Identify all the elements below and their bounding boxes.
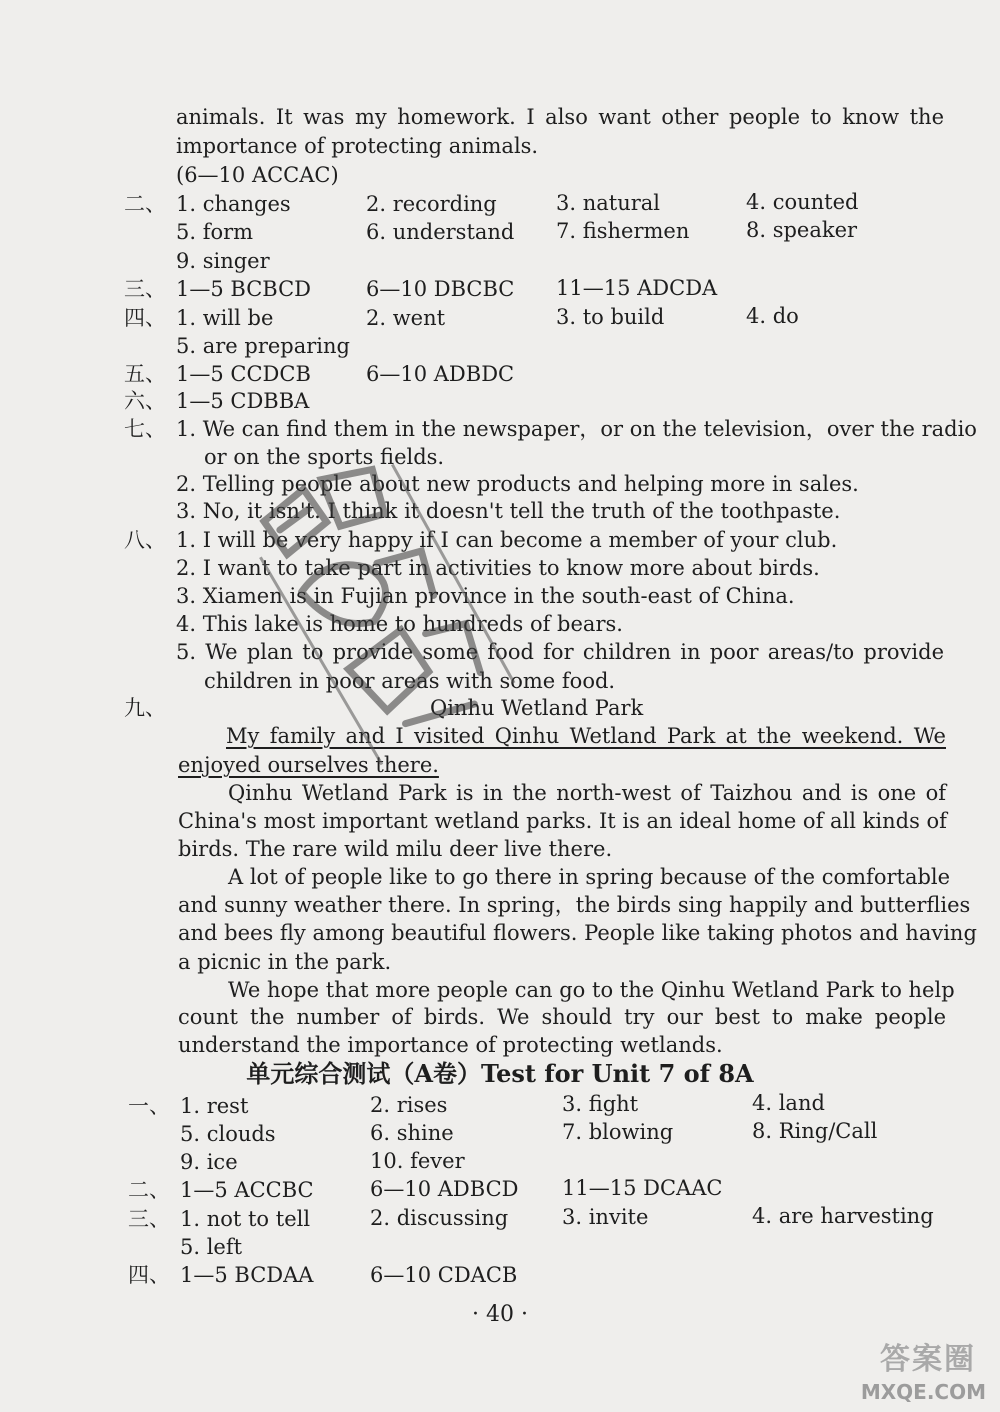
test-title: 单元综合测试（A卷）Test for Unit 7 of 8A bbox=[246, 1059, 754, 1088]
answer-item: 1—5 CDBBA bbox=[176, 389, 310, 413]
answer-item: 5. are preparing bbox=[176, 334, 350, 358]
answer-item: 6. shine bbox=[370, 1121, 454, 1145]
page-number: · 40 · bbox=[472, 1302, 528, 1327]
answer-item: 3. fight bbox=[562, 1092, 639, 1116]
section-label: 四、 bbox=[128, 1263, 170, 1287]
answer-item: 1—5 ACCBC bbox=[180, 1178, 314, 1202]
answer-item: 6—10 ADBCD bbox=[370, 1177, 519, 1201]
answer-item: 3. to build bbox=[556, 305, 665, 329]
essay-line: China's most important wetland parks. It is an ideal home of all kinds of bbox=[178, 809, 947, 833]
answer-item: 10. fever bbox=[370, 1149, 465, 1173]
section-label: 三、 bbox=[124, 277, 166, 301]
answer-item: 2. recording bbox=[366, 192, 497, 216]
essay-title: Qinhu Wetland Park bbox=[430, 696, 644, 720]
answer-item: 8. Ring/Call bbox=[752, 1119, 878, 1143]
section-label: 五、 bbox=[124, 362, 166, 386]
intro-line-3: (6—10 ACCAC) bbox=[176, 163, 339, 187]
section-label: 六、 bbox=[124, 389, 166, 413]
site-watermark bbox=[806, 1334, 986, 1404]
answer-item: 11—15 DCAAC bbox=[562, 1176, 723, 1200]
answer-item: 1. changes bbox=[176, 192, 291, 216]
essay-line: and sunny weather there. In spring，the birds sing happily and butterflies bbox=[178, 893, 971, 917]
answer-line: 1. We can find them in the newspaper，or on the television，over the radio bbox=[176, 417, 977, 441]
answer-item: 6—10 ADBDC bbox=[366, 362, 515, 386]
answer-item: 9. ice bbox=[180, 1150, 238, 1174]
answer-item: 3. natural bbox=[556, 191, 660, 215]
intro-line-1: animals. It was my homework. I also want other people to know the bbox=[176, 105, 944, 129]
answer-item: 4. land bbox=[752, 1091, 825, 1115]
answer-item: 1. not to tell bbox=[180, 1207, 311, 1231]
answer-item: 1. will be bbox=[176, 306, 274, 330]
answer-item: 3. invite bbox=[562, 1205, 649, 1229]
answer-line: 4. This lake is home to hundreds of bears. bbox=[176, 612, 623, 636]
section-label: 三、 bbox=[128, 1207, 170, 1231]
answer-item: 4. are harvesting bbox=[752, 1204, 934, 1228]
answer-line: 2. Telling people about new products and helping more in sales. bbox=[176, 472, 859, 496]
answer-item: 11—15 ADCDA bbox=[556, 276, 718, 300]
answer-item: 2. discussing bbox=[370, 1206, 509, 1230]
answer-item: 6—10 CDACB bbox=[370, 1263, 518, 1287]
answer-line: or on the sports fields. bbox=[204, 445, 445, 469]
essay-line: and bees fly among beautiful flowers. People like taking photos and having bbox=[178, 921, 977, 945]
answer-item: 1—5 CCDCB bbox=[176, 362, 311, 386]
answer-item: 1—5 BCDAA bbox=[180, 1263, 314, 1287]
section-label: 七、 bbox=[124, 417, 166, 441]
essay-line: A lot of people like to go there in spring because of the comfortable bbox=[228, 865, 951, 889]
answer-item: 1—5 BCBCD bbox=[176, 277, 312, 301]
essay-line: a picnic in the park. bbox=[178, 950, 392, 974]
essay-line: We hope that more people can go to the Qinhu Wetland Park to help bbox=[228, 978, 955, 1002]
section-label: 二、 bbox=[124, 192, 166, 216]
answer-item: 2. went bbox=[366, 306, 446, 330]
answer-line: 3. Xiamen is in Fujian province in the south-east of China. bbox=[176, 584, 795, 608]
answer-item: 6—10 DBCBC bbox=[366, 277, 515, 301]
answer-item: 7. fishermen bbox=[556, 219, 690, 243]
answer-item: 5. left bbox=[180, 1235, 243, 1259]
answer-line: children in poor areas with some food. bbox=[204, 669, 616, 693]
section-label: 四、 bbox=[124, 306, 166, 330]
intro-line-2: importance of protecting animals. bbox=[176, 134, 539, 158]
essay-line: birds. The rare wild milu deer live there. bbox=[178, 837, 613, 861]
answer-item: 5. form bbox=[176, 220, 254, 244]
answer-item: 9. singer bbox=[176, 249, 270, 273]
section-label: 八、 bbox=[124, 528, 166, 552]
essay-line: enjoyed ourselves there. bbox=[178, 753, 439, 777]
answer-item: 4. do bbox=[746, 304, 799, 328]
answer-line: 5. We plan to provide some food for children in poor areas/to provide bbox=[176, 640, 944, 664]
watermark-url: MXQE.COM bbox=[860, 1380, 986, 1404]
answer-line: 3. No, it isn't. I think it doesn't tell the truth of the toothpaste. bbox=[176, 499, 841, 523]
answer-item: 8. speaker bbox=[746, 218, 858, 242]
essay-line: understand the importance of protecting wetlands. bbox=[178, 1033, 723, 1057]
answer-item: 6. understand bbox=[366, 220, 515, 244]
answer-line: 1. I will be very happy if I can become a member of your club. bbox=[176, 528, 838, 552]
section-label: 二、 bbox=[128, 1178, 170, 1202]
essay-line: Qinhu Wetland Park is in the north-west of Taizhou and is one of bbox=[228, 781, 946, 805]
answer-item: 5. clouds bbox=[180, 1122, 276, 1146]
essay-line: My family and I visited Qinhu Wetland Park at the weekend. We bbox=[226, 724, 946, 748]
watermark-title: 答案圈 bbox=[880, 1342, 976, 1377]
section-label: 一、 bbox=[128, 1094, 170, 1118]
answer-item: 4. counted bbox=[746, 190, 859, 214]
section-label: 九、 bbox=[124, 696, 166, 720]
answer-line: 2. I want to take part in activities to know more about birds. bbox=[176, 556, 820, 580]
answer-item: 2. rises bbox=[370, 1093, 448, 1117]
answer-item: 1. rest bbox=[180, 1094, 249, 1118]
answer-item: 7. blowing bbox=[562, 1120, 674, 1144]
essay-line: count the number of birds. We should try our best to make people bbox=[178, 1005, 946, 1029]
